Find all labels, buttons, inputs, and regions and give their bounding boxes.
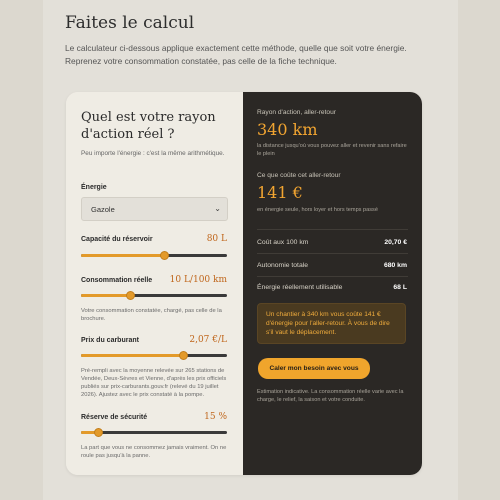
result-row-value: 20,70 € bbox=[384, 239, 407, 246]
reserve-note: La part que vous ne consommez jamais vraiment. On ne roule pas jusqu'à la panne. bbox=[81, 445, 227, 459]
result-row-label: Énergie réellement utilisable bbox=[257, 284, 343, 291]
price-value: 2,07 €/L bbox=[189, 335, 227, 345]
divider bbox=[257, 253, 408, 254]
reserve-slider-handle[interactable] bbox=[94, 428, 103, 437]
summary-callout: Un chantier à 340 km vous coûte 141 € d'énergie pour l'aller-retour. À vous de dire s'il vaut le déplacement. bbox=[257, 303, 406, 344]
reserve-slider[interactable] bbox=[81, 431, 227, 434]
energy-select-value: Gazole bbox=[91, 205, 115, 214]
tank-slider-fill bbox=[81, 254, 164, 257]
price-label: Prix du carburant bbox=[81, 337, 139, 344]
cost-value: 141 € bbox=[257, 183, 303, 202]
cost-note: en énergie seule, hors loyer et hors temps passé bbox=[257, 207, 378, 213]
calculator-card bbox=[66, 92, 422, 475]
price-slider-handle[interactable] bbox=[179, 351, 188, 360]
price-slider-fill bbox=[81, 354, 183, 357]
tank-slider-handle[interactable] bbox=[160, 251, 169, 260]
result-row-value: 680 km bbox=[383, 262, 407, 269]
reserve-label: Réserve de sécurité bbox=[81, 414, 148, 421]
energy-select[interactable] bbox=[81, 197, 228, 221]
calculator-form bbox=[66, 92, 243, 475]
intro-text: Le calculateur ci-dessous applique exactement cette méthode, quelle que soit votre énergie. Reprenez votre consommation constatée, pas celle de la fiche technique. bbox=[65, 43, 407, 66]
range-note: la distance jusqu'où vous pouvez aller et revenir sans refaire le plein bbox=[257, 143, 407, 157]
form-title: Quel est votre rayon d'action réel ? bbox=[81, 110, 216, 142]
result-row-total-range bbox=[257, 262, 407, 269]
result-row-label: Autonomie totale bbox=[257, 262, 309, 269]
result-row-label: Coût aux 100 km bbox=[257, 239, 309, 246]
result-row-cost-per-100 bbox=[257, 239, 407, 246]
consumption-value: 10 L/100 km bbox=[169, 275, 227, 285]
reserve-value: 15 % bbox=[204, 412, 227, 422]
estimate-footnote: Estimation indicative. La consommation réelle varie avec la charge, le relief, la saison et votre conduite. bbox=[257, 389, 404, 403]
price-note: Pré-rempli avec la moyenne relevée sur 265 stations de Vendée, Deux-Sèvres et Vienne, d'après les prix officiels publiés sur prix-carburants.gouv.fr (relevé du 19 juillet 2026). Ajustez avec le prix constaté à la pompe. bbox=[81, 368, 227, 398]
tank-slider[interactable] bbox=[81, 254, 227, 257]
result-row-usable-energy bbox=[257, 284, 407, 291]
consumption-slider[interactable] bbox=[81, 294, 227, 297]
consumption-slider-handle[interactable] bbox=[126, 291, 135, 300]
form-subtitle: Peu importe l'énergie : c'est la même arithmétique. bbox=[81, 150, 225, 157]
chevron-down-icon: ⌄ bbox=[214, 204, 221, 213]
divider bbox=[257, 276, 408, 277]
cost-label: Ce que coûte cet aller-retour bbox=[257, 172, 341, 179]
divider bbox=[257, 229, 408, 230]
section-heading: Faites le calcul bbox=[65, 13, 195, 33]
consumption-note: Votre consommation constatée, chargé, pas celle de la brochure. bbox=[81, 308, 222, 322]
result-row-value: 68 L bbox=[393, 284, 407, 291]
energy-label: Énergie bbox=[81, 184, 107, 191]
tank-label: Capacité du réservoir bbox=[81, 236, 153, 243]
consumption-label: Consommation réelle bbox=[81, 277, 153, 284]
price-slider[interactable] bbox=[81, 354, 227, 357]
tank-value: 80 L bbox=[206, 234, 227, 244]
range-label: Rayon d'action, aller-retour bbox=[257, 109, 336, 116]
contact-button[interactable]: Caler mon besoin avec vous bbox=[258, 358, 370, 379]
range-value: 340 km bbox=[257, 120, 318, 139]
results-panel bbox=[243, 92, 422, 475]
consumption-slider-fill bbox=[81, 294, 131, 297]
